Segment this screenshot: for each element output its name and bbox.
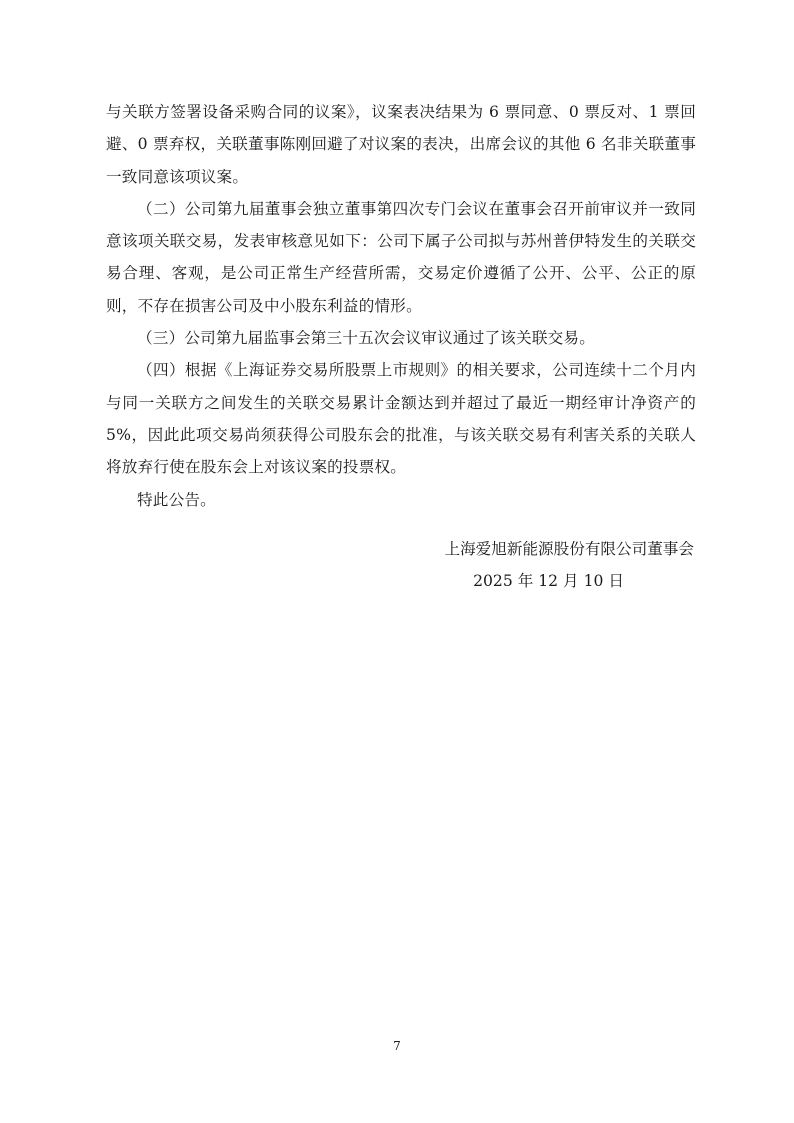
page-number: 7 xyxy=(393,1039,401,1053)
paragraph-independent-directors-opinion: （二）公司第九届董事会独立董事第四次专门会议在董事会召开前审议并一致同意该项关联交易，发表审核意见如下：公司下属子公司拟与苏州普伊特发生的关联交易合理、客观，是公司正常生产经营所需，交易定价遵循了公开、公平、公正的原则，不存在损害公司及中小股东利益的情形。 xyxy=(106,199,696,315)
signature-block xyxy=(394,533,694,597)
paragraph-supervisory-board-approval: （三）公司第九届监事会第三十五次会议审议通过了该关联交易。 xyxy=(137,329,596,348)
paragraph-closing-announcement: 特此公告。 xyxy=(137,490,216,509)
signature-date: 2025 年 12 月 10 日 xyxy=(473,572,624,590)
document-body xyxy=(106,96,696,516)
paragraph-continued-resolution: 与关联方签署设备采购合同的议案》，议案表决结果为 6 票同意、0 票反对、1 票回避、0 票弃权，关联董事陈刚回避了对议案的表决，出席会议的其他 6 名非关联董事一致同意该项议案。 xyxy=(106,103,696,186)
paragraph-shareholder-approval-requirement: （四）根据《上海证券交易所股票上市规则》的相关要求，公司连续十二个月内与同一关联方之间发生的关联交易累计金额达到并超过了最近一期经审计净资产的 5%，因此此项交易尚须获得公司股东会的批准，与该关联交易有利害关系的关联人将放弃行使在股东会上对该议案的投票权。 xyxy=(106,361,696,477)
signature-company: 上海爱旭新能源股份有限公司董事会 xyxy=(444,540,694,558)
